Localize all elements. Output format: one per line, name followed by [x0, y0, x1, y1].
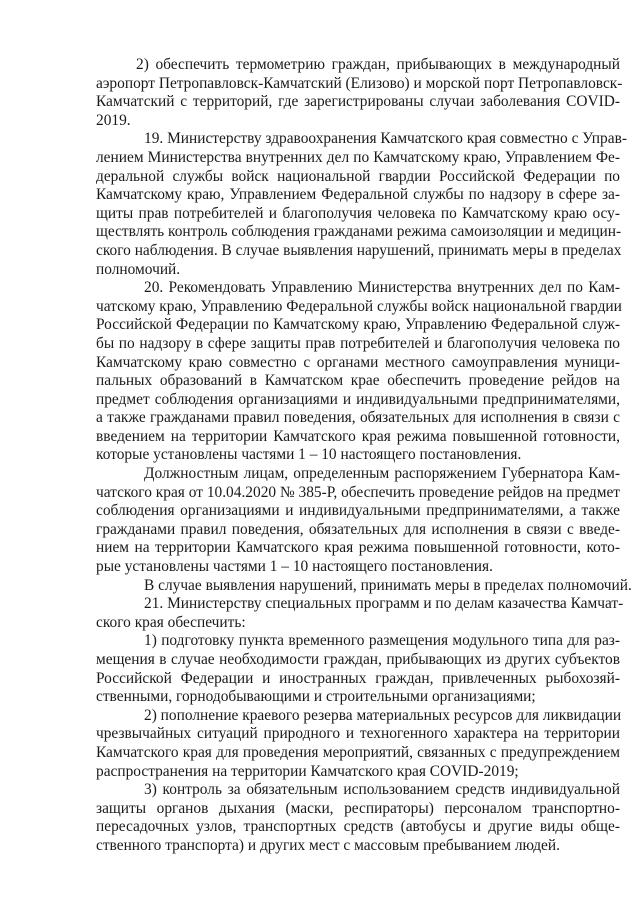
text-line: гражданами правил поведения, обязательных для исполнения в связи с введе- [96, 520, 620, 538]
text-line: ского края обеспечить: [96, 613, 246, 631]
text-line: 3) контроль за обязательным использованием средств индивидуальной [144, 781, 620, 799]
text-line: 20. Рекомендовать Управлению Министерства внутренних дел по Кам- [144, 279, 620, 297]
text-line: 2) пополнение краевого резерва материальных ресурсов для ликвидации [144, 706, 622, 724]
text-line: лением Министерства внутренних дел по Камчатскому краю, Управлением Фе- [96, 148, 620, 166]
text-line: щиты прав потребителей и благополучия человека по Камчатскому краю осу- [96, 204, 620, 222]
text-line: мещения в случае необходимости граждан, прибывающих из других субъектов [96, 651, 620, 668]
text-line: 2) обеспечить термометрию граждан, прибывающих в международный [136, 56, 620, 73]
text-line: ственного транспорта) и других мест с массовым пребыванием людей. [96, 836, 560, 854]
text-line: нием на территории Камчатского края режима повышенной готовности, кото- [96, 539, 620, 557]
text-line: ществлять контроль соблюдения гражданами режима самоизоляции и медицин- [96, 223, 622, 241]
text-line: Камчатского края для проведения мероприятий, связанных с предупреждением [96, 743, 620, 761]
text-line: Камчатскому краю совместно с органами местного самоуправления муници- [96, 353, 620, 371]
text-line: бы по надзору в сфере защиты прав потребителей и благополучия человека по [96, 334, 620, 352]
text-line: введением на территории Камчатского края режима повышенной готовности, [96, 427, 620, 445]
text-line: Российской Федерации по Камчатскому краю, Управлению Федеральной служ- [96, 316, 620, 334]
text-line: рые установлены частями 1 – 10 настоящего постановления. [96, 558, 493, 576]
text-line: распространения на территории Камчатского края COVID-2019; [96, 762, 519, 780]
text-line: деральной службы войск национальной гвардии Российской Федерации по [96, 167, 620, 185]
text-line: Камчатскому краю, Управлением Федеральной службы по надзору в сфере за- [96, 186, 620, 204]
text-line: 19. Министерству здравоохранения Камчатского края совместно с Управ- [144, 130, 627, 148]
text-line: аэропорт Петропавловск-Камчатский (Елизово) и морской порт Петропавловск- [96, 74, 623, 92]
text-line: 2019. [96, 111, 131, 129]
text-line: Камчатский с территорий, где зарегистрированы случаи заболевания COVID- [96, 93, 620, 111]
text-line: 1) подготовку пункта временного размещения модульного типа для раз- [144, 632, 620, 650]
text-line: Должностным лицам, определенным распоряжением Губернатора Кам- [144, 465, 620, 483]
text-line: полномочий. [96, 260, 181, 278]
text-line: защиты органов дыхания (маски, респираторы) персоналом транспортно- [96, 799, 620, 817]
text-line: соблюдения организациями и индивидуальными предпринимателями, а также [96, 502, 620, 520]
text-line: В случае выявления нарушений, принимать меры в пределах полномочий. [144, 576, 632, 594]
text-line: а также гражданами правил поведения, обязательных для исполнения в связи с [96, 409, 620, 427]
text-line: чатского края от 10.04.2020 № 385-Р, обеспечить проведение рейдов на предмет [96, 483, 620, 501]
text-line: которые установлены частями 1 – 10 настоящего постановления. [96, 446, 522, 464]
text-line: ственными, горнодобывающими и строительными организациями; [96, 688, 536, 706]
text-line: Российской Федерации и иностранных граждан, привлеченных рыбохозяй- [96, 669, 620, 687]
text-line: предмет соблюдения организациями и индивидуальными предпринимателями, [96, 390, 620, 408]
text-line: пальных образований в Камчатском крае обеспечить проведение рейдов на [96, 372, 620, 390]
text-line: 21. Министерству специальных программ и по делам казачества Камчат- [144, 595, 624, 613]
text-line: пересадочных узлов, транспортных средств (автобусы и другие виды обще- [96, 818, 620, 836]
text-line: чрезвычайных ситуаций природного и техногенного характера на территории [96, 725, 620, 743]
text-line: чатскому краю, Управлению Федеральной службы войск национальной гвардии [96, 297, 622, 315]
document-body [96, 56, 632, 856]
text-line: ского наблюдения. В случае выявления нарушений, принимать меры в пределах [96, 241, 622, 259]
